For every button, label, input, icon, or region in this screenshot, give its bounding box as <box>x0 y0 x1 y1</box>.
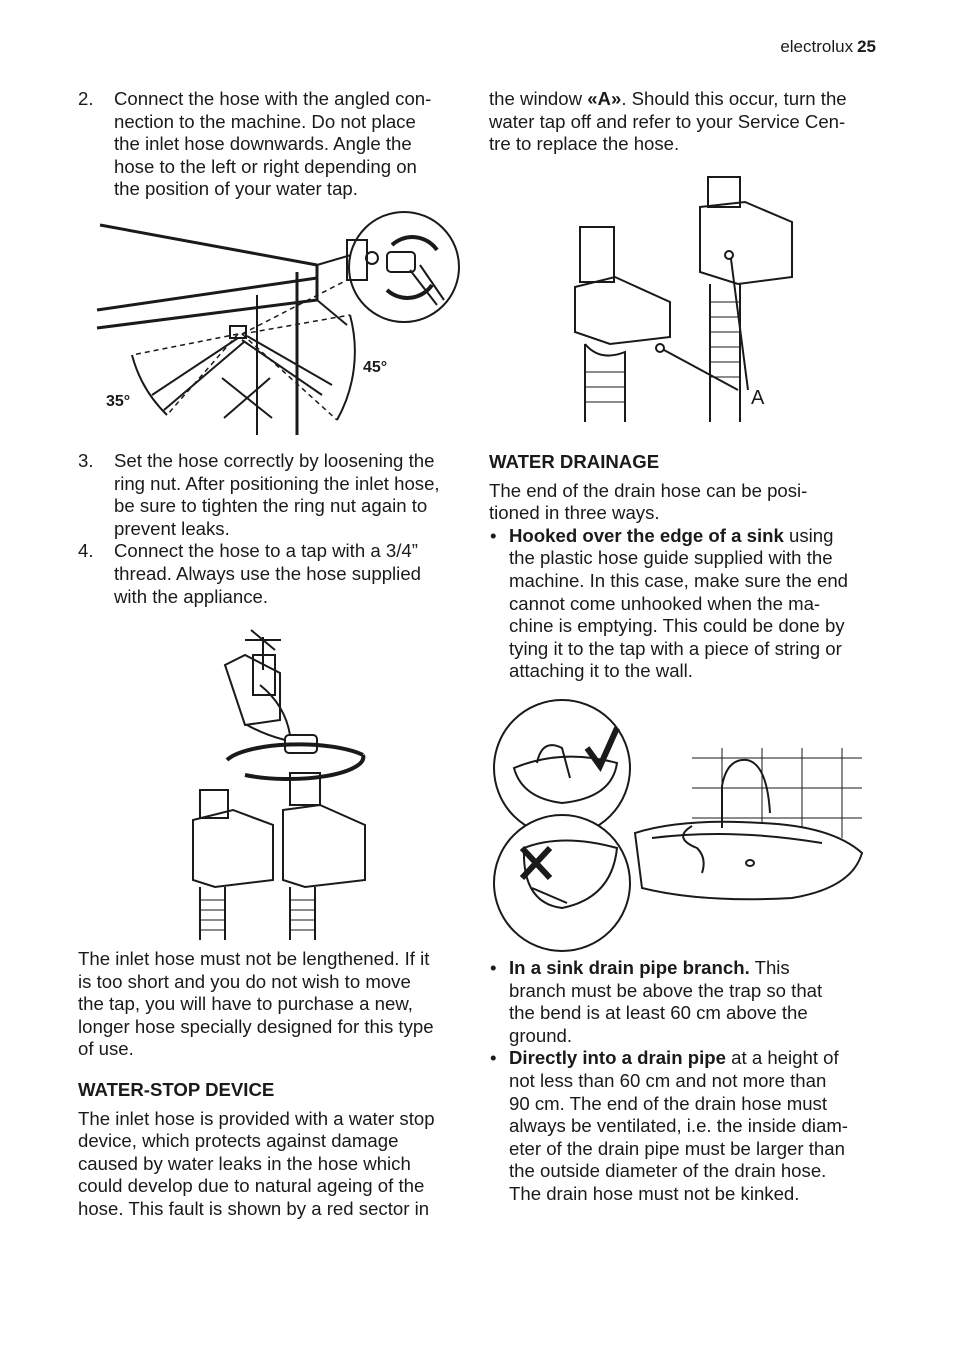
para-line: device, which protects against damage <box>78 1130 399 1152</box>
para-line: the window «A». Should this occur, turn the <box>489 88 847 109</box>
step-line: with the appliance. <box>114 585 269 607</box>
step-line: hose to the left or right depending on <box>114 155 417 177</box>
para-line: is too short and you do not wish to move <box>78 970 411 992</box>
step-2 <box>78 88 468 201</box>
hose-angle-illustration <box>92 210 464 435</box>
bullet-item-drain-pipe: • Directly into a drain pipe at a height of not less than 60 cm and not more than 90 cm. The end of the drain hose must always be ventilated, i.e. the inside diam- eter of the drain pipe must be larger than the outside diameter of the drain hose. The drain hose must not be kinked. <box>490 1047 848 1204</box>
step-3 <box>78 450 468 540</box>
window-a-label: «A» <box>587 88 622 109</box>
step-4 <box>78 540 468 608</box>
step-line: thread. Always use the hose supplied <box>114 562 421 584</box>
bullet-icon: • <box>490 524 497 546</box>
hose-length-paragraph <box>78 948 468 1061</box>
step-line: ring nut. After positioning the inlet hose, <box>114 472 440 494</box>
para-line: of use. <box>78 1038 134 1060</box>
para-line: caused by water leaks in the hose which <box>78 1152 411 1174</box>
step-line: the inlet hose downwards. Angle the <box>114 133 412 155</box>
step-line: Connect the hose with the angled con- <box>114 88 432 109</box>
bullet-item-drain-branch: • In a sink drain pipe branch. This branch must be above the trap so that the bend is at least 60 cm above the ground. <box>490 957 823 1046</box>
angle-label-left: 35° <box>106 393 131 410</box>
sink-drain-illustration <box>492 698 866 956</box>
para-line: hose. This fault is shown by a red sector in <box>78 1197 430 1219</box>
steps-3-4 <box>78 450 468 608</box>
brand-name: electrolux <box>780 37 854 56</box>
bullet-item-sink-edge: • Hooked over the edge of a sink using the plastic hose guide supplied with the machine. In this case, make sure the end cannot come unhooked when the ma- chine is emptying. This could be done by tying it to the tap with a piece of string or attaching it to the wall. <box>490 524 848 682</box>
step-line: be sure to tighten the ring nut again to <box>114 495 428 517</box>
step-line: nection to the machine. Do not place <box>114 110 416 132</box>
para-line: The inlet hose must not be lengthened. If it <box>78 948 430 969</box>
drainage-options <box>489 957 879 1206</box>
step-number: 3. <box>78 450 94 471</box>
step-line: the position of your water tap. <box>114 178 358 200</box>
page-number: 25 <box>857 37 876 56</box>
step-number: 2. <box>78 88 94 109</box>
para-line: the tap, you will have to purchase a new, <box>78 993 413 1015</box>
bullet-icon: • <box>490 957 497 978</box>
section-heading: WATER-STOP DEVICE <box>78 1079 275 1100</box>
para-line: The end of the drain hose can be posi- <box>489 479 808 501</box>
para-line: tioned in three ways. <box>489 502 660 524</box>
step-line: prevent leaks. <box>114 517 230 539</box>
page-header <box>780 37 876 57</box>
step-line: Set the hose correctly by loosening the <box>114 450 435 471</box>
water-stop-illustration <box>570 172 800 424</box>
window-a-callout: A <box>751 387 765 409</box>
water-stop-continuation <box>489 88 879 156</box>
step-number: 4. <box>78 540 94 562</box>
para-line: The inlet hose is provided with a water stop <box>78 1107 435 1129</box>
tap-connection-illustration <box>185 625 385 945</box>
para-line: tre to replace the hose. <box>489 133 680 155</box>
para-line: longer hose specially designed for this type <box>78 1015 434 1037</box>
step-line: Connect the hose to a tap with a 3/4” <box>114 540 418 562</box>
para-line: could develop due to natural ageing of the <box>78 1175 425 1197</box>
bullet-icon: • <box>490 1047 497 1069</box>
section-heading: WATER DRAINAGE <box>489 451 660 472</box>
para-line: water tap off and refer to your Service Cen- <box>489 110 846 132</box>
water-stop-section <box>78 1079 468 1221</box>
water-drainage-section <box>489 451 879 683</box>
angle-label-right: 45° <box>363 359 388 376</box>
